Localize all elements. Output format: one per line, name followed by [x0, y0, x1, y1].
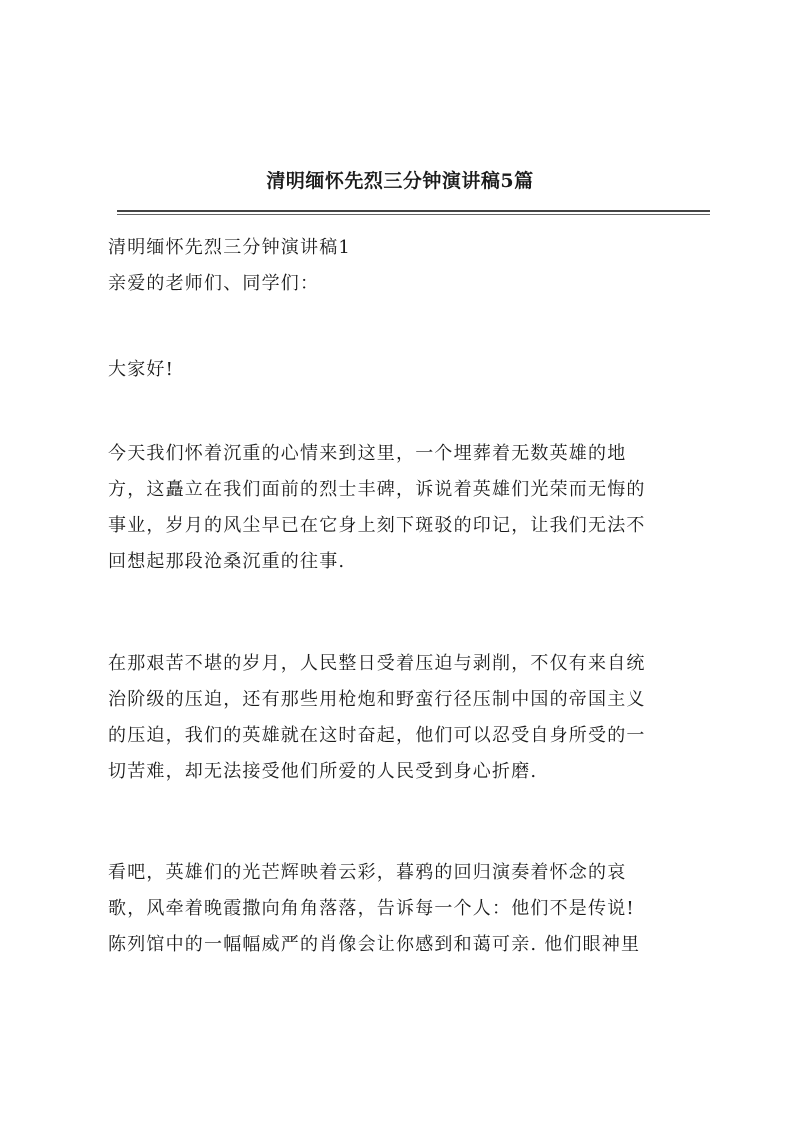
section-heading-block: [108, 230, 712, 302]
paragraph-line: 的压迫，我们的英雄就在这时奋起，他们可以忍受自身所受的一: [108, 725, 646, 746]
paragraph-line: 切苦难，却无法接受他们所爱的人民受到身心折磨.: [108, 761, 538, 782]
title-divider: [117, 210, 710, 212]
salutation: 亲爱的老师们、同学们：: [108, 273, 320, 294]
paragraph-line: 今天我们怀着沉重的心情来到这里，一个埋葬着无数英雄的地: [108, 443, 627, 464]
section-heading: 清明缅怀先烈三分钟演讲稿1: [108, 237, 352, 258]
greeting-block: [108, 352, 712, 388]
paragraph-line: 看吧，英雄们的光芒辉映着云彩，暮鸦的回归演奏着怀念的哀: [108, 862, 627, 883]
document-title: 清明缅怀先烈三分钟演讲稿5篇: [266, 170, 534, 192]
paragraph-line: 事业，岁月的风尘早已在它身上刻下斑驳的印记，让我们无法不: [108, 515, 646, 536]
paragraph-line: 在那艰苦不堪的岁月，人民整日受着压迫与剥削，不仅有来自统: [108, 653, 646, 674]
paragraph-3: [108, 855, 712, 963]
paragraph-line: 方，这矗立在我们面前的烈士丰碑，诉说着英雄们光荣而无悔的: [108, 479, 646, 500]
paragraph-line: 歌，风牵着晚霞撒向角角落落，告诉每一个人：他们不是传说!: [108, 898, 635, 919]
paragraph-line: 治阶级的压迫，还有那些用枪炮和野蛮行径压制中国的帝国主义: [108, 689, 646, 710]
paragraph-line: 陈列馆中的一幅幅威严的肖像会让你感到和蔼可亲. 他们眼神里: [108, 934, 641, 955]
paragraph-2: [108, 646, 712, 790]
paragraph-line: 回想起那段沧桑沉重的往事.: [108, 551, 346, 572]
paragraph-1: [108, 436, 712, 580]
greeting: 大家好!: [108, 359, 175, 380]
